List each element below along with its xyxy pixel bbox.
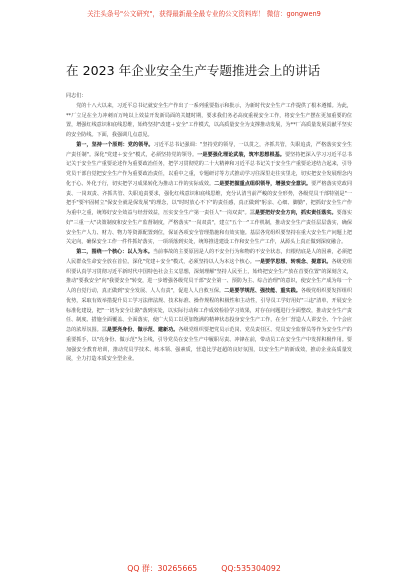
paragraph-text: 各级党组织要认真学习贯彻习近平新时代中国特色社会主义思想，深刻理解"坚持人民至上，始终把安全生产放在首要位置"的深刻含义，推动"要我安全"向"我要安全"转变，进一步增强各级党员干部"安全第一、预防为主、综合治理"的意识，使安全生产成为每一个人的自觉行动，真正做到"安全发展、人人有责"，促进人人自救互保。 bbox=[66, 258, 352, 294]
paragraph-text: 各级党组织要把党员示范岗、党员责任区、党员安全监督员等作为安全生产的重要抓手，以"亮身份、做示范"为主线，引导党员在安全生产中履职尽责、冲锋在前，带动员工在安全生产中发挥积极作用。要加强安全教育培训，推动党员学技术、练本领、强素质，营造比学赶超的良好氛围，以安全生产的新成效，推动企业高质量发展，全力打造本质安全型企业。 bbox=[66, 327, 352, 363]
subsection-heading: 三是要把好安全方向，抓实责任落实。 bbox=[249, 210, 337, 216]
section-heading: 第二，围绕一个核心：以人为本。 bbox=[76, 249, 153, 255]
subsection-heading: 二是要学规范、强技能、重实践。 bbox=[224, 288, 301, 294]
subsection-heading: 一是要学思想、转观念、提意识。 bbox=[254, 258, 332, 265]
subsection-heading: 二是要把握重点组织领导，增强安全意识。 bbox=[214, 180, 312, 187]
document-body bbox=[66, 92, 352, 365]
paragraph-text: 要严格落实党政同责、一岗双责、齐抓共管、失职追责要求，强化红线意识和底线思维，充分认清当前严峻的安全形势，各级党员干部特别是"一把手"要牢固树立"保安全就是保发展"的理念，以"时时放心不下"的责任感，真正做到"躬亲、心细、脚勤"，把抓好安全生产作为重中之重，统筹好安全效益与经营效益，压实安全生产第一责任人"一岗双责"。 bbox=[66, 180, 352, 216]
salutation: 同志们： bbox=[66, 93, 87, 99]
footer-contact bbox=[0, 563, 408, 575]
paragraph-text: 要落实好"三重一大"决策制度和安全生产监督制度，严格落实"一岗双责"，建立"五个一"工作机制，推动安全生产责任层层落实，确保安全生产人力、财力、物力等资源配置到位，保证各项安全管理措施和有效实施。基层各党组织要坚持在重大安全生产问题上把关定向，确保安全工作一件件抓好落实，一项项落到实处，统筹推进建设工作和安全生产工作，从源头上真正做到深度融合。 bbox=[66, 210, 352, 246]
subsection-heading: 一是要强化理论武装，筑牢思想根基。 bbox=[197, 151, 285, 158]
paragraph-text: 各级党组织要发挥组织优势，采取有效举措提升员工学习法律法规、技术标准、操作规程的积极性和主动性，引导员工学好用好"三违"清单，开展安全标准化建设，把"一切为安全让路"落到实处，以实际行动和工作成效检验学习效果，对存在问题进行全面整改，推动安全生产责任、制度、措施全面覆盖、全面落实，使广大员工以更加饱满的精神状态投身安全生产工作，在全厂营造人人讲安全、个个会应急的浓厚氛围。 bbox=[66, 288, 352, 333]
qq-group-label: QQ 群：30265665 bbox=[127, 564, 198, 573]
paragraph-text: 要坚持把深入学习习近平总书记关于安全生产重要论述作为重要政治任务，把学习贯彻党的二十大精神和习近平总书记关于安全生产重要论述结合起来，引导党员干部自觉把安全生产作为重要政治责任，以重中之重，专题研讨等方式推动学习往深里走往实里走，切实把安全发展理念内化于心、外化于行，切实把学习成果转化为推动工作的实际成效。 bbox=[66, 151, 352, 187]
subsection-heading: 三是要亮身份、做示范、建新功。 bbox=[101, 327, 179, 333]
paragraph-text: 当前事故的主要原因是人的不安全行为和物的不安全状态，归根结底是人的因素，必须把人民群众生命安全放在首位。深化"党建＋安全"模式，必须坚持以人为本这个核心。 bbox=[66, 249, 352, 265]
paragraph bbox=[66, 102, 352, 141]
paragraph-text: 习近平总书记强调："坚持党的领导，一以贯之，齐抓共管，失职追责，严格落实安全生产责任制"。深化"党建＋安全"模式，必须坚持党的领导。 bbox=[66, 141, 352, 158]
section-heading: 第一，坚持一个原则：党的领导。 bbox=[76, 141, 154, 148]
header-banner: 关注头条号"公文研究"，获得最新最全最专业的公文资料库！ 微信：gongwen9 bbox=[87, 10, 321, 18]
paragraph-text: 党的十八大以来，习近平总书记就安全生产作出了一系列重要指示和批示，为新时代安全生产工作提供了根本遵循。为此，**厂立足在全力冲刺百万吨以上效益开发新局面的关键时期，要求我们务必高度重视安全工作，将安全生产摆在更加重要的位置，增强红线意识和底线思维，始终坚持"改建＋安全"工作模式，以高质量安全为支撑推动发展，为**厂高质量发展贡献平坚实的安全防线。下面，我强调几点意见。 bbox=[66, 102, 352, 138]
paragraph bbox=[66, 248, 352, 365]
paragraph bbox=[66, 141, 352, 248]
document-title: 在 2023 年企业安全生产专题推进会上的讲话 bbox=[66, 63, 321, 78]
qq-label: QQ:535304092 bbox=[221, 564, 281, 573]
